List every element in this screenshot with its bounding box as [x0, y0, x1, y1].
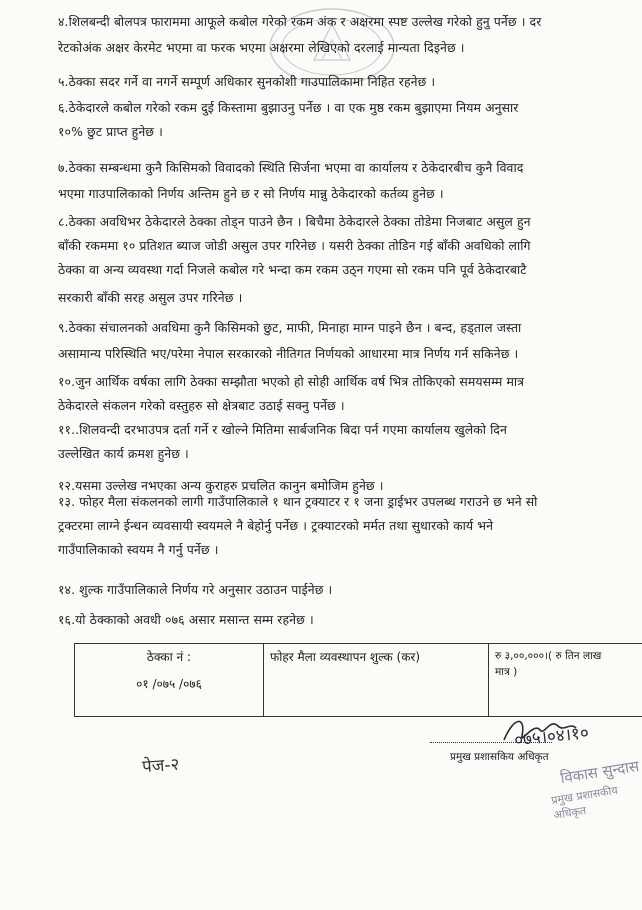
clause-4-line-1: ७.ठेक्का सम्बन्धमा कुनै किसिमको विवादको स्थिति सिर्जना भएमा वा कार्यालय र ठेकेदारबीच कुनै विवाद: [58, 160, 524, 175]
clause-3-line-2: १०% छुट प्राप्त हुनेछ ।: [58, 124, 163, 139]
clause-11-line-1: १४. शुल्क गाउँपालिकाले निर्णय गरे अनुसार उठाउन पाईनेछ ।: [58, 582, 333, 597]
contract-number-label: ठेक्का नं :: [146, 650, 192, 664]
clause-10-line-1: १३. फोहर मैला संकलनको लागी गाउँपालिकाले १ थान ट्रक्याटर र १ जना ड्राईभर उपलब्ध गराउने छ भने सो: [58, 494, 538, 509]
clause-1-line-1: ४.शिलबन्दी बोलपत्र फाराममा आफूले कबोल गरेको रकम अंक र अक्षरमा स्पष्ट उल्लेख गरेको हुनु पर्नेछ । दर: [58, 14, 542, 29]
clause-10-line-3: गाउँपालिकाको स्वयम नै गर्नु पर्नेछ ।: [58, 542, 219, 557]
fee-type-label: फोहर मैला व्यवस्थापन शुल्क (कर): [270, 650, 421, 664]
clause-5-line-2: बाँकी रकममा १० प्रतिशत ब्याज जोडी असुल उपर गरिनेछ । यसरी ठेक्का तोडिन गई बाँकी अवधिको लागि: [58, 238, 531, 253]
signature-date: ०७५।०४।१०: [513, 723, 590, 751]
clause-8-line-1: ११..शिलवन्दी दरभाउपत्र दर्ता गर्ने र खोल्ने मितिमा सार्बजनिक बिदा पर्न गएमा कार्यालय खुलेको दिन: [58, 422, 507, 437]
clause-12-line-1: १६.यो ठेक्काको अवधी ०७६ असार मसान्त सम्म रहनेछ ।: [58, 612, 314, 627]
clause-7-line-1: १०.जुन आर्थिक वर्षका लागि ठेक्का सम्झौता भएको हो सोही आर्थिक वर्ष भित्र तोकिएको समयसम्म मात्र: [58, 374, 525, 389]
page-mark: पेज-२: [141, 754, 181, 778]
contract-table: [74, 643, 642, 717]
stamp-name: विकास सुन्दास: [559, 756, 641, 788]
clause-4-line-2: भएमा गाउपालिकाको निर्णय अन्तिम हुने छ र सो निर्णय मान्नु ठेकेदारको कर्तव्य हुनेछ ।: [58, 186, 444, 201]
clause-6-line-2: असामान्य परिस्थिति भए/परेमा नेपाल सरकारको नीतिगत निर्णयको आधारमा मात्र निर्णय गर्न सकिनेछ ।: [58, 346, 519, 361]
clause-10-line-2: ट्रक्टरमा लाग्ने ईन्धन व्यवसायी स्वयमले नै बेहोर्नु पर्नेछ । ट्रक्याटरको मर्मत तथा सुधारको कार्य भने: [58, 518, 494, 533]
amount-line-1: रु ३,००,०००।( रु तिन लाख: [495, 650, 602, 662]
stamp-title: प्रमुख प्रशासकीय अधिकृत: [550, 783, 619, 822]
amount-line-2: मात्र ): [495, 666, 518, 678]
clause-2-line-1: ५.ठेक्का सदर गर्ने वा नगर्ने सम्पूर्ण अधिकार सुनकोशी गाउपालिकामा निहित रहनेछ ।: [58, 74, 436, 89]
contract-number-value: ०१ /०७५ /०७६: [136, 677, 202, 691]
signature-block: [420, 712, 642, 832]
clause-5-line-4: सरकारी बाँकी सरह असुल उपर गरिनेछ ।: [58, 290, 243, 305]
clause-8-line-2: उल्लेखित कार्य क्रमश हुनेछ ।: [58, 446, 189, 461]
clause-1-line-2: रेटकोअंक अक्षर केरमेट भएमा वा फरक भएमा अक्षरमा लेखिएको दरलाई मान्यता दिइनेछ ।: [58, 40, 465, 55]
clause-7-line-2: ठेकेदारले संकलन गरेको वस्तुहरु सो क्षेत्रबाट उठाई सक्नु पर्नेछ ।: [58, 398, 345, 413]
clause-9-line-1: १२.यसमा उल्लेख नभएका अन्य कुराहरु प्रचलित कानुन बमोजिम हुनेछ ।: [58, 478, 384, 493]
amount-cell: [489, 644, 642, 717]
clause-6-line-1: ९.ठेक्का संचालनको अवधिमा कुनै किसिमको छुट, माफी, मिनाहा माग्न पाइने छैन । बन्द, हड्ताल जस्ता: [58, 320, 522, 335]
clause-5-line-1: ८.ठेक्का अवधिभर ठेकेदारले ठेक्का तोड्न पाउने छैन । बिचैमा ठेकेदारले ठेक्का तोडेमा निजबाट असुल हुन: [58, 214, 531, 229]
clause-5-line-3: ठेक्का वा अन्य व्यवस्था गर्दा निजले कबोल गरे भन्दा कम रकम उठ्न गएमा सो रकम पनि पूर्व ठेकेदारबाटै: [58, 262, 527, 277]
officer-title: प्रमुख प्रशासकिय अधिकृत: [450, 751, 549, 763]
contract-number-cell: [75, 644, 264, 717]
clause-3-line-1: ६.ठेकेदारले कबोल गरेको रकम दुई किस्तामा बुझाउनु पर्नेछ । वा एक मुष्ठ रकम बुझाएमा नियम अनुसार: [58, 100, 519, 115]
fee-type-cell: [264, 644, 489, 717]
